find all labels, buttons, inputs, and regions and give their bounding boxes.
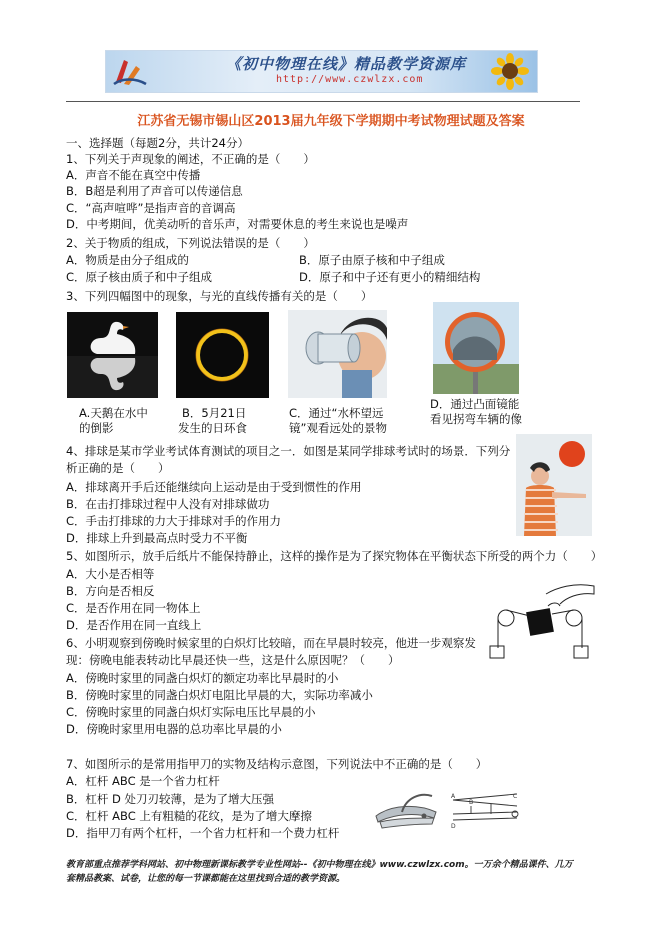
- q5-option-c: C．是否作用在同一物体上: [66, 601, 201, 615]
- svg-text:B: B: [469, 799, 474, 806]
- document-title: 江苏省无锡市锡山区2013届九年级下学期期中考试物理试题及答案: [137, 114, 525, 129]
- q3-caption-a-line1: A.天鹅在水中: [79, 406, 148, 420]
- q3-caption-c-line2: 镜”观看远处的景物: [289, 421, 387, 435]
- q6-stem-line2: 现：傍晚电能表转动比早晨还快一些，这是什么原因呢？（ ）: [66, 653, 400, 667]
- q3-caption-d-line2: 看见拐弯车辆的像: [430, 412, 522, 426]
- svg-text:A: A: [451, 793, 456, 800]
- q4-option-b: B．在击打排球过程中人没有对排球做功: [66, 497, 270, 511]
- page-footer: [66, 858, 596, 886]
- q7-option-c: C．杠杆 ABC 上有粗糙的花纹，是为了增大摩擦: [66, 809, 312, 823]
- q3-caption-d-line1: D．通过凸面镜能: [430, 397, 520, 411]
- header-rule: [66, 101, 580, 102]
- q6-option-d: D．傍晚时家里用电器的总功率比早晨的小: [66, 722, 282, 736]
- q1-option-d: D．中考期间，优美动听的音乐声，对需要休息的考生来说也是噪声: [66, 217, 409, 231]
- q2-stem: 2、关于物质的组成，下列说法错误的是（ ）: [66, 236, 315, 250]
- sunflower-icon: [487, 53, 533, 90]
- header-banner: [105, 50, 538, 93]
- nail-clipper-photo: [372, 786, 440, 830]
- q2-option-b: B．原子由原子核和中子组成: [299, 253, 445, 267]
- q6-option-c: C．傍晚时家里的同盏白炽灯实际电压比早晨的小: [66, 705, 316, 719]
- footer-line-1: 教育部重点推荐学科网站、初中物理新课标教学专业性网站--《初中物理在线》www.czwlzx.com。一万余个精品课件、几万: [66, 860, 573, 870]
- q4-option-a: A．排球离开手后还能继续向上运动是由于受到惯性的作用: [66, 480, 362, 494]
- q3-caption-b-line1: B．5月21日: [182, 406, 247, 420]
- volleyball-player-photo: [516, 434, 592, 536]
- q1-option-c: C．“高声喧哗”是指声音的音调高: [66, 201, 236, 215]
- q7-option-a: A．杠杆 ABC 是一个省力杠杆: [66, 774, 220, 788]
- footer-line-2: 套精品教案、试卷，让您的每一节课都能在这里找到合适的教学资源。: [66, 874, 346, 884]
- q5-option-d: D．是否作用在同一直线上: [66, 618, 202, 632]
- swan-reflection-photo: [67, 312, 158, 398]
- q5-stem: 5、如图所示，放手后纸片不能保持静止，这样的操作是为了探究物体在平衡状态下所受的两个力（ ）: [66, 549, 603, 563]
- q7-option-b: B．杠杆 D 处刀刃较薄，是为了增大压强: [66, 792, 275, 806]
- pulley-cardboard-diagram: [486, 580, 596, 666]
- site-logo: [110, 54, 150, 88]
- q4-option-c: C．手击打排球的力大于排球对手的作用力: [66, 514, 282, 528]
- q4-stem-line1: 4、排球是某市学业考试体育测试的项目之一．如图是某同学排球考试时的场景．下列分: [66, 444, 511, 458]
- svg-text:D: D: [451, 823, 456, 828]
- q2-option-c: C．原子核由质子和中子组成: [66, 270, 213, 284]
- q4-stem-line2: 析正确的是（ ）: [66, 461, 170, 475]
- q7-stem: 7、如图所示的是常用指甲刀的实物及结构示意图，下列说法中不正确的是（ ）: [66, 757, 488, 771]
- q1-option-b: B．B超是利用了声音可以传递信息: [66, 184, 243, 198]
- banner-title: 《初中物理在线》精品教学资源库: [226, 55, 467, 73]
- q3-caption-b-line2: 发生的日环食: [178, 421, 247, 435]
- q5-option-b: B．方向是否相反: [66, 584, 155, 598]
- q4-option-d: D．排球上升到最高点时受力不平衡: [66, 531, 248, 545]
- q6-stem-line1: 6、小明观察到傍晚时候家里的白炽灯比较暗，而在早晨时较亮，他进一步观察发: [66, 636, 476, 650]
- annular-eclipse-photo: [176, 312, 269, 398]
- q6-option-b: B．傍晚时家里的同盏白炽灯电阻比早晨的大，实际功率减小: [66, 688, 373, 702]
- q3-caption-c-line1: C．通过“水杯望远: [289, 406, 384, 420]
- section-heading: 一、选择题（每题2分，共计24分）: [66, 136, 249, 150]
- q2-option-d: D．原子和中子还有更小的精细结构: [299, 270, 481, 284]
- convex-mirror-photo: [433, 302, 519, 394]
- q1-option-a: A．声音不能在真空中传播: [66, 168, 201, 182]
- banner-url[interactable]: http://www.czwlzx.com: [276, 74, 424, 85]
- q3-stem: 3、下列四幅图中的现象，与光的直线传播有关的是（ ）: [66, 289, 373, 303]
- q1-stem: 1、下列关于声现象的阐述，不正确的是（ ）: [66, 152, 315, 166]
- q6-option-a: A．傍晚时家里的同盏白炽灯的额定功率比早晨时的小: [66, 671, 339, 685]
- q2-option-a: A．物质是由分子组成的: [66, 253, 189, 267]
- water-cup-telescope-photo: [288, 310, 387, 398]
- q7-option-d: D．指甲刀有两个杠杆，一个省力杠杆和一个费力杠杆: [66, 826, 340, 840]
- nail-clipper-structure-diagram: [451, 790, 523, 828]
- svg-text:C: C: [513, 793, 518, 800]
- q3-caption-a-line2: 的倒影: [79, 421, 114, 435]
- q5-option-a: A．大小是否相等: [66, 567, 155, 581]
